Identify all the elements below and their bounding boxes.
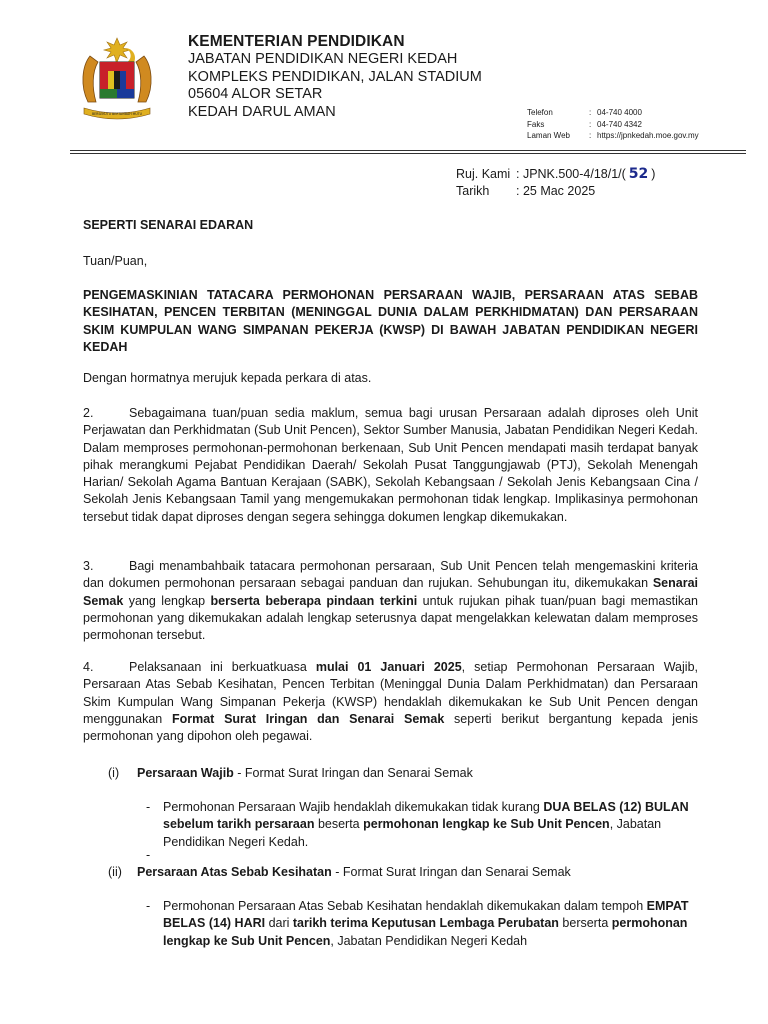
date-value: : 25 Mac 2025: [516, 184, 596, 198]
paragraph-number: 2.: [83, 406, 94, 420]
paragraph-2: [83, 405, 698, 526]
recipient: SEPERTI SENARAI EDARAN: [83, 218, 254, 232]
bullet-text: Permohonan Persaraan Atas Sebab Kesihatan hendaklah dikemukakan dalam tempoh: [163, 899, 647, 913]
paragraph-emphasis: berserta beberapa pindaan terkini: [210, 593, 418, 608]
bullet-text: , Jabatan Pendidikan Negeri Kedah: [330, 933, 528, 948]
paragraph-text: , setiap Permohonan Persaraan Wajib, Persaraan Atas Sebab Kesihatan, Pencen Terbitan (Meninggal Dunia Dalam Perkhidmatan) dan Persaraan Skim Kumpulan Wang Simpanan Pekerja (KWSP) hendaklah dikemukakan ke Sub Unit Pencen dengan menggunakan: [83, 660, 698, 726]
letterhead: [188, 33, 508, 121]
header-divider: [70, 150, 746, 151]
paragraph-number: 4.: [83, 660, 94, 674]
reference-date: [456, 183, 655, 200]
item-title: Persaraan Wajib: [137, 766, 234, 780]
coat-of-arms-icon: [70, 36, 164, 122]
contact-separator: :: [589, 108, 592, 117]
paragraph-number: 3.: [83, 559, 94, 573]
item-number: (i): [108, 766, 120, 780]
header-divider-secondary: [70, 153, 746, 154]
item-bullet-text: [163, 898, 698, 950]
reference-block: [456, 166, 655, 200]
bullet-text: , Jabatan Pendidikan Negeri Kedah.: [163, 817, 662, 849]
contact-value: 04-740 4000: [597, 108, 642, 117]
address-line-2: 05604 ALOR SETAR: [188, 86, 323, 102]
paragraph-text: Bagi menambahbaik tatacara permohonan persaraan, Sub Unit Pencen telah mengemaskini kriteria dan dokumen permohonan persaraan sebagai panduan dan rujukan. Sehubungan itu, dikemukakan: [83, 559, 698, 591]
item-heading: [137, 864, 571, 881]
contact-website: [527, 130, 699, 142]
contact-label: Telefon: [527, 108, 553, 117]
bullet-text: Permohonan Persaraan Wajib hendaklah dikemukakan tidak kurang: [163, 800, 544, 814]
bullet-dash: -: [146, 800, 151, 814]
item-bullet-text: [163, 799, 698, 851]
bullet-dash: -: [146, 899, 151, 913]
bullet-dash: -: [146, 848, 151, 862]
ministry-name: KEMENTERIAN PENDIDIKAN: [188, 33, 405, 50]
contact-value: https://jpnkedah.moe.gov.my: [597, 131, 699, 140]
bullet-text: dari: [265, 916, 293, 931]
address-line-1: KOMPLEKS PENDIDIKAN, JALAN STADIUM: [188, 68, 482, 85]
contact-label: Faks: [527, 119, 545, 129]
paragraph-text: Sebagaimana tuan/puan sedia maklum, semua bagi urusan Persaraan adalah diproses oleh Unit Perjawatan dan Perkhidmatan (Sub Unit Pencen), Sektor Sumber Manusia, Jabatan Pendidikan Negeri Kedah. Dalam memproses permohonan-permohonan berkenaan, Sub Unit Pencen mendapati masih terdapat banyak pihak merangkumi Pejabat Pendidikan Daerah/ Sekolah Pusat Tanggungjawab (PTJ), Sekolah Menengah Harian/ Sekolah Agama Bantuan Kerajaan (SABK), Sekolah Kebangsaan / Sekolah Jenis Kebangsaan Cina / Sekolah Jenis Kebangsaan Tamil yang mengemukakan permohonan tidak lengkap. Implikasinya permohonan tersebut tidak dapat diproses dengan segera sehingga dokumen lengkap dikemukakan.: [83, 406, 698, 524]
bullet-text: berserta: [558, 916, 612, 931]
item-heading: [137, 765, 473, 782]
item-subtitle: - Format Surat Iringan dan Senarai Semak: [233, 766, 473, 780]
reference-close: ): [651, 167, 656, 181]
contact-separator: :: [589, 131, 592, 140]
opening-line: Dengan hormatnya merujuk kepada perkara di atas.: [83, 371, 372, 385]
reference-label: Ruj. Kami: [456, 167, 511, 181]
bullet-text: beserta: [314, 817, 364, 832]
contact-label: Laman Web: [527, 131, 570, 140]
item-title: Persaraan Atas Sebab Kesihatan: [137, 865, 332, 879]
paragraph-emphasis: mulai 01 Januari 2025: [315, 660, 462, 674]
paragraph-3: [83, 558, 698, 644]
reference-value: : JPNK.500-4/18/1/(: [516, 167, 626, 181]
contact-fax: [527, 119, 699, 131]
bullet-emphasis: EMPAT BELAS (14) HARI: [163, 899, 689, 931]
paragraph-4: [83, 659, 698, 745]
salutation: Tuan/Puan,: [83, 254, 148, 268]
paragraph-text: untuk rujukan pihak tuan/puan bagi memastikan permohonan yang dikemukakan adalah lengkap seterusnya dapat mengelakkan kelewatan dalam memproses permohonan tersebut.: [83, 593, 698, 643]
paragraph-emphasis: Format Surat Iringan dan Senarai Semak: [171, 711, 445, 726]
bullet-emphasis: permohonan lengkap ke Sub Unit Pencen: [163, 916, 688, 948]
date-label: Tarikh: [456, 184, 490, 198]
bullet-emphasis: tarikh terima Keputusan Lembaga Perubatan: [292, 916, 559, 931]
handwritten-number: 52: [628, 166, 649, 182]
paragraph-text: seperti berikut bergantung kepada jenis permohonan yang dipohon oleh pegawai.: [83, 711, 699, 744]
item-number: (ii): [108, 865, 122, 879]
contact-phone: [527, 107, 699, 119]
paragraph-emphasis: Senarai Semak: [83, 576, 698, 608]
contact-separator: :: [589, 119, 592, 129]
address-line-3: KEDAH DARUL AMAN: [188, 103, 336, 120]
reference-number: [456, 166, 655, 183]
contact-value: 04-740 4342: [597, 119, 642, 129]
paragraph-text: Pelaksanaan ini berkuatkuasa: [129, 660, 316, 674]
contact-block: [527, 107, 699, 142]
svg-text:BERSEKUTU BERTAMBAH MUTU: BERSEKUTU BERTAMBAH MUTU: [91, 112, 143, 116]
bullet-emphasis: DUA BELAS (12) BULAN sebelum tarikh persaraan: [163, 800, 689, 832]
subject-heading: PENGEMASKINIAN TATACARA PERMOHONAN PERSARAAN WAJIB, PERSARAAN ATAS SEBAB KESIHATAN, PENCEN TERBITAN (MENINGGAL DUNIA DALAM PERKHIDMATAN) DAN PERSARAAN SKIM KUMPULAN WANG SIMPANAN PEKERJA (KWSP) DI BAWAH JABATAN PENDIDIKAN NEGERI KEDAH: [83, 288, 698, 354]
bullet-emphasis: permohonan lengkap ke Sub Unit Pencen: [363, 817, 610, 832]
item-subtitle: - Format Surat Iringan dan Senarai Semak: [331, 865, 571, 879]
department-name: JABATAN PENDIDIKAN NEGERI KEDAH: [188, 51, 458, 67]
paragraph-text: yang lengkap: [123, 593, 211, 608]
